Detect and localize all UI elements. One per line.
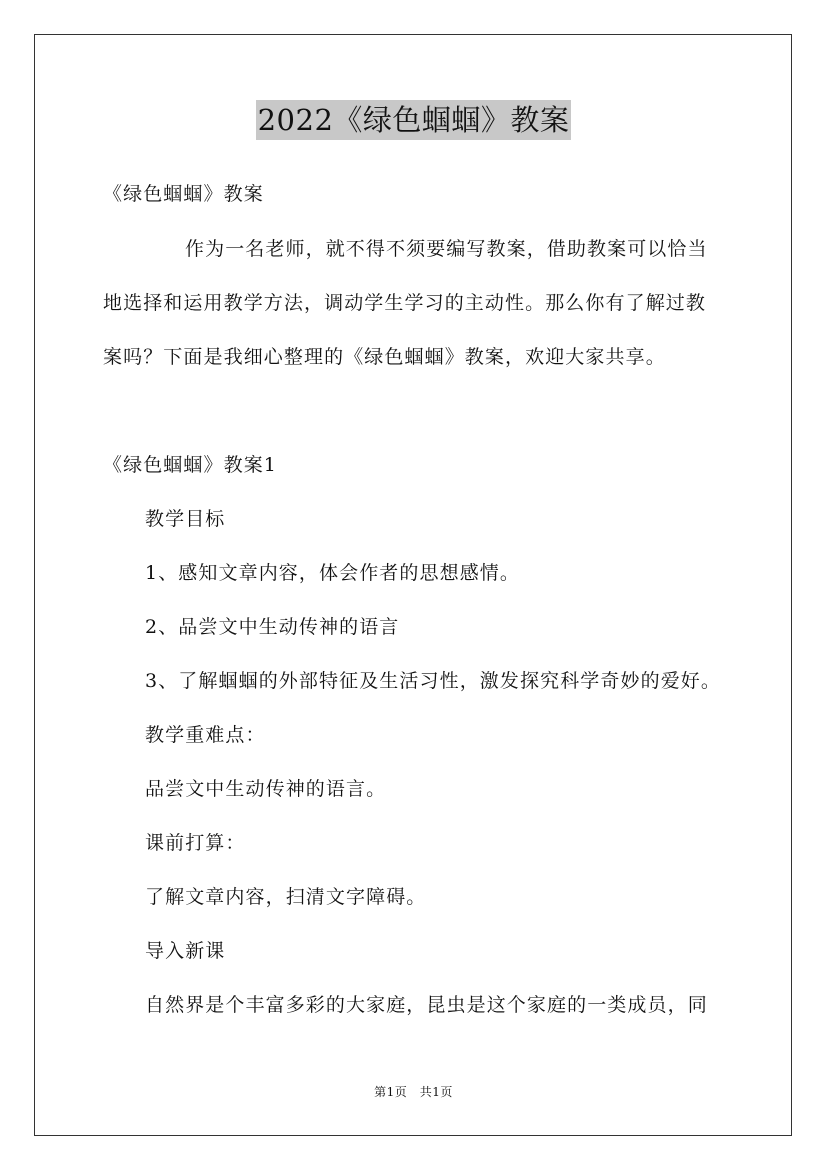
key-points-text: 品尝文中生动传神的语言。: [145, 778, 387, 800]
title-wrapper: [0, 100, 827, 140]
section-heading: 《绿色蝈蝈》教案1: [103, 454, 277, 476]
intro-line-3: 案吗？下面是我细心整理的《绿色蝈蝈》教案，欢迎大家共享。: [103, 346, 666, 368]
document-title: 2022《绿色蝈蝈》教案: [256, 100, 572, 140]
intro-lesson-text: 自然界是个丰富多彩的大家庭，昆虫是这个家庭的一类成员，同: [145, 994, 708, 1016]
prep-heading: 课前打算：: [145, 832, 246, 854]
key-points-heading: 教学重难点：: [145, 724, 266, 746]
page-number-footer: 第1页 共1页: [374, 1085, 453, 1099]
intro-line-2: 地选择和运用教学方法，调动学生学习的主动性。那么你有了解过教: [103, 292, 707, 314]
goal-item-3: 3、了解蝈蝈的外部特征及生活习性，激发探究科学奇妙的爱好。: [145, 670, 721, 692]
document-subtitle: 《绿色蝈蝈》教案: [103, 183, 264, 205]
goals-heading: 教学目标: [145, 508, 226, 530]
intro-lesson-heading: 导入新课: [145, 940, 226, 962]
prep-text: 了解文章内容，扫清文字障碍。: [145, 886, 427, 908]
goal-item-1: 1、感知文章内容，体会作者的思想感情。: [145, 562, 520, 584]
intro-line-1: 作为一名老师，就不得不须要编写教案，借助教案可以恰当: [185, 238, 708, 260]
goal-item-2: 2、品尝文中生动传神的语言: [145, 616, 400, 638]
